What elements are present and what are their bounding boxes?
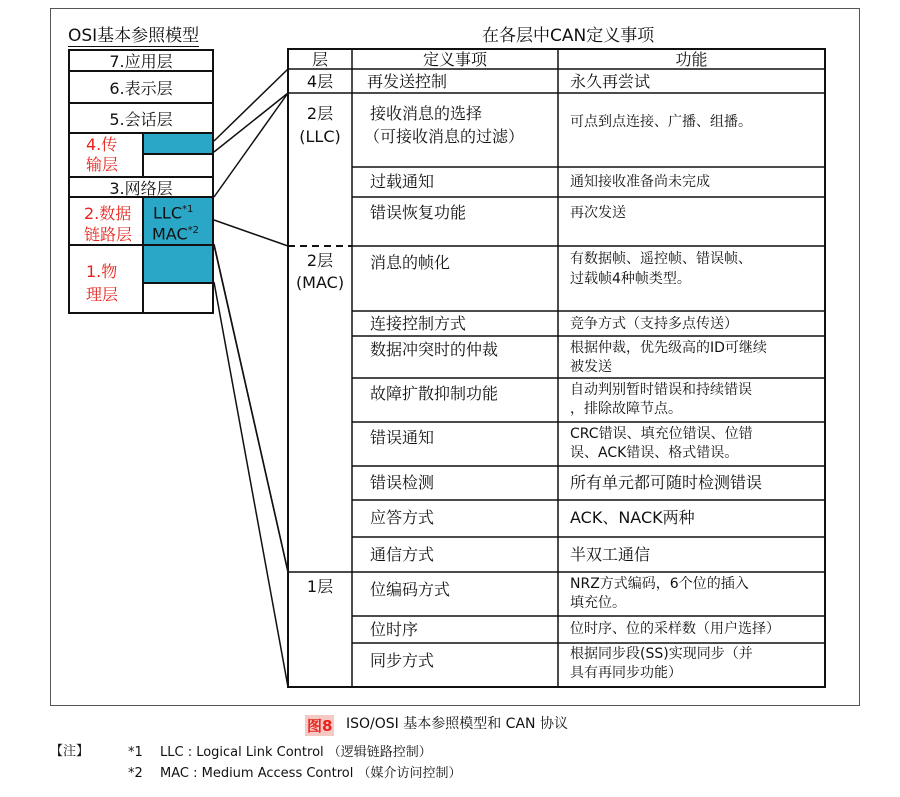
osi-layer-5-label: 5.会话层 xyxy=(109,109,173,129)
row-11-item: 通信方式 xyxy=(370,545,435,564)
row-7-func-2: ，排除故障节点。 xyxy=(570,401,682,417)
can-table-title: 在各层中CAN定义事项 xyxy=(482,26,655,46)
row-3-item: 错误恢复功能 xyxy=(370,203,467,222)
row-3-func: 再次发送 xyxy=(570,205,626,221)
mac-text: MAC xyxy=(152,224,188,244)
note-2-text: MAC : Medium Access Control （媒介访问控制） xyxy=(160,766,462,781)
row-14-func: 根据同步段(SS)实现同步（并 xyxy=(570,646,753,662)
osi-layer-1-label-1: 1.物 xyxy=(86,262,118,281)
row-7-func: 自动判别暂时错误和持续错误 xyxy=(570,382,752,398)
row-12-item: 位编码方式 xyxy=(370,580,451,599)
osi-layer-4-label-1: 4.传 xyxy=(86,135,118,154)
row-1-func: 可点到点连接、广播、组播。 xyxy=(570,114,752,130)
row-10-item: 应答方式 xyxy=(370,508,435,527)
row-6-func: 根据仲裁，优先级高的ID可继续 xyxy=(570,340,767,356)
notes-label: 【注】 xyxy=(50,744,90,759)
header-item: 定义事项 xyxy=(422,50,487,69)
osi-layer-7 xyxy=(70,51,212,72)
figure-number: 图8 xyxy=(307,717,333,735)
row-4-func: 有数据帧、遥控帧、错误帧、 xyxy=(570,251,752,267)
group-llc-line2: (LLC) xyxy=(299,127,341,146)
osi-title: OSI基本参照模型 xyxy=(68,26,200,46)
group-layer4: 4层 xyxy=(306,72,334,91)
row-6-func-2: 被发送 xyxy=(570,359,612,375)
row-2-item: 过载通知 xyxy=(370,172,435,191)
row-12-func-2: 填充位。 xyxy=(570,595,626,611)
row-2-func: 通知接收准备尚未完成 xyxy=(570,174,710,190)
osi-layer-1-label-2: 理层 xyxy=(86,285,119,304)
mac-footnote-mark: *2 xyxy=(187,225,200,236)
row-1-item-2: （可接收消息的过滤） xyxy=(364,127,525,146)
osi-layer-4-can-fill xyxy=(142,134,212,155)
row-4-func-2: 过载帧4种帧类型。 xyxy=(570,271,691,287)
group-llc-line1: 2层 xyxy=(306,104,334,123)
row-8-func: CRC错误、填充位错误、位错 xyxy=(570,426,753,442)
osi-layer-1-can-fill xyxy=(142,246,212,284)
group-layer1: 1层 xyxy=(306,577,334,596)
row-9-func: 所有单元都可随时检测错误 xyxy=(570,473,763,492)
llc-label xyxy=(153,205,193,221)
row-9-item: 错误检测 xyxy=(370,473,435,492)
osi-layer-1-blank xyxy=(142,284,212,312)
header-function: 功能 xyxy=(675,50,708,69)
note-1-text: LLC : Logical Link Control （逻辑链路控制） xyxy=(160,745,432,760)
row-8-func-2: 误、ACK错误、格式错误。 xyxy=(570,445,739,461)
figure-caption: ISO/OSI 基本参照模型和 CAN 协议 xyxy=(346,716,568,732)
osi-layer-5 xyxy=(70,104,212,134)
osi-layer-6-label: 6.表示层 xyxy=(109,78,173,98)
osi-layer-4-label-2: 输层 xyxy=(86,155,119,174)
osi-layer-7-label: 7.应用层 xyxy=(109,52,173,71)
osi-layer-2-label-2: 链路层 xyxy=(84,225,133,244)
osi-layer-2-label-1: 2.数据 xyxy=(84,204,132,223)
osi-layer-4-blank xyxy=(142,155,212,176)
osi-stack xyxy=(68,49,214,314)
osi-layer-6 xyxy=(70,72,212,104)
row-0-item: 再发送控制 xyxy=(367,72,448,91)
row-1-item: 接收消息的选择 xyxy=(370,104,483,123)
row-13-item: 位时序 xyxy=(370,620,419,639)
row-14-item: 同步方式 xyxy=(370,651,435,670)
header-layer: 层 xyxy=(311,50,328,69)
row-12-func: NRZ方式编码，6个位的插入 xyxy=(570,576,749,592)
note-1-mark: *1 xyxy=(128,745,143,760)
group-mac-line1: 2层 xyxy=(306,251,334,270)
llc-footnote-mark: *1 xyxy=(182,204,194,215)
llc-text: LLC xyxy=(153,203,182,223)
row-0-func: 永久再尝试 xyxy=(570,72,651,91)
row-13-func: 位时序、位的采样数（用户选择） xyxy=(570,621,780,637)
row-10-func: ACK、NACK两种 xyxy=(570,508,695,527)
osi-layer-3 xyxy=(70,178,212,198)
row-7-item: 故障扩散抑制功能 xyxy=(370,384,499,403)
row-14-func-2: 具有再同步功能） xyxy=(570,665,682,681)
row-4-item: 消息的帧化 xyxy=(370,253,451,272)
row-11-func: 半双工通信 xyxy=(570,545,651,564)
note-2-mark: *2 xyxy=(128,766,143,781)
row-5-func: 竞争方式（支持多点传送） xyxy=(570,316,738,332)
row-5-item: 连接控制方式 xyxy=(370,314,467,333)
osi-layer-3-label: 3.网络层 xyxy=(109,178,173,198)
row-6-item: 数据冲突时的仲裁 xyxy=(370,340,499,359)
mac-label xyxy=(152,226,199,242)
group-mac-line2: (MAC) xyxy=(295,273,345,292)
row-8-item: 错误通知 xyxy=(370,428,435,447)
